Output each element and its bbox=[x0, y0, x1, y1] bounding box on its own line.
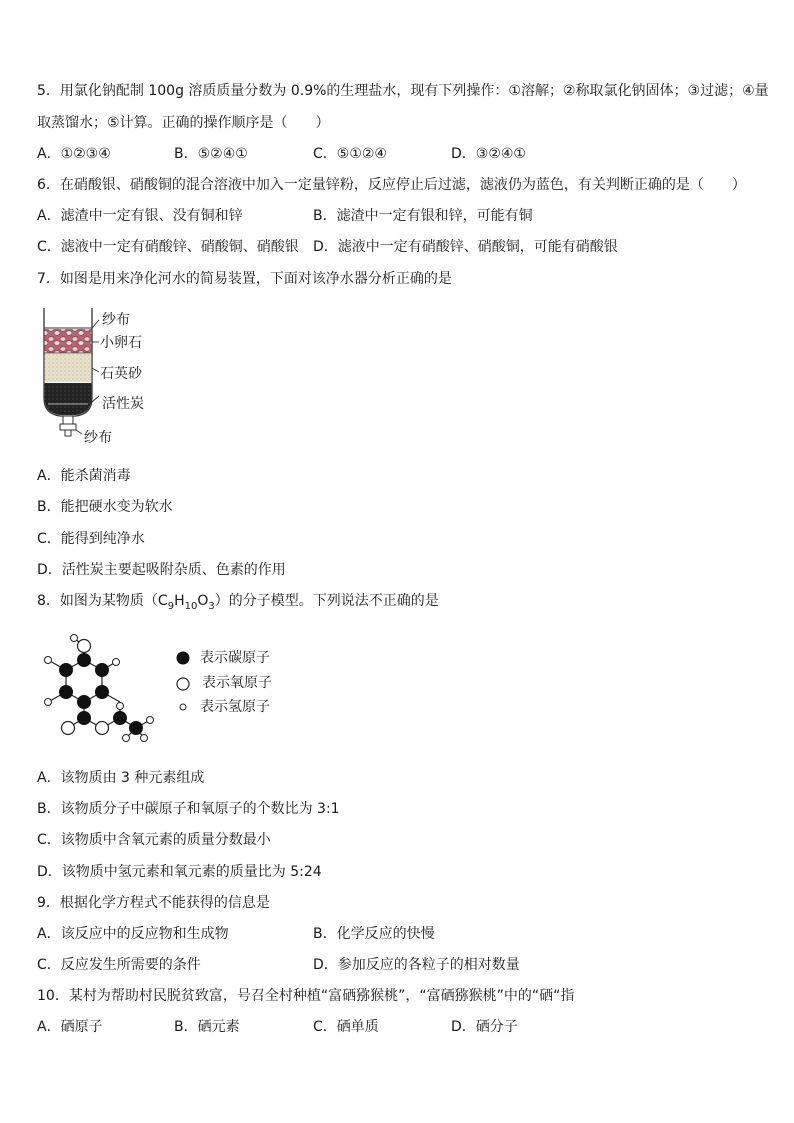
q8-stem bbox=[37, 591, 439, 617]
q6-option-d: D．滤液中一定有硝酸锌、硝酸铜，可能有硝酸银 bbox=[313, 239, 618, 255]
q9-option-c: C．反应发生所需要的条件 bbox=[37, 957, 201, 973]
q5-stem-line2: 取蒸馏水；⑤计算。正确的操作顺序是（ ） bbox=[37, 115, 330, 131]
q7-option-b: B．能把硬水变为软水 bbox=[37, 499, 173, 515]
q5-option-b: B．⑤②④① bbox=[174, 146, 248, 162]
q9-option-b: B．化学反应的快慢 bbox=[313, 926, 435, 942]
q10-stem: 10．某村为帮助村民脱贫致富，号召全村种植“富硒猕猴桃”，“富硒猕猴桃”中的“硒“指 bbox=[37, 988, 575, 1004]
q7-option-d: D．活性炭主要起吸附杂质、色素的作用 bbox=[37, 562, 286, 578]
molecule-model-figure bbox=[38, 628, 168, 748]
q8-option-c: C．该物质中含氧元素的质量分数最小 bbox=[37, 832, 271, 848]
q8-option-b: B．该物质分子中碳原子和氧原子的个数比为 3:1 bbox=[37, 801, 340, 817]
q10-option-d: D．硒分子 bbox=[451, 1019, 518, 1035]
q7-option-c: C．能得到纯净水 bbox=[37, 531, 145, 547]
q10-option-a: A．硒原子 bbox=[37, 1019, 103, 1035]
q6-option-a: A．滤渣中一定有银、没有铜和锌 bbox=[37, 208, 243, 224]
q6-option-b: B．滤渣中一定有银和锌，可能有铜 bbox=[313, 208, 533, 224]
q5-option-d: D．③②④① bbox=[451, 146, 526, 162]
purifier-label-quartz-sand: 石英砂 bbox=[100, 366, 142, 382]
q8-option-d: D．该物质中氢元素和氧元素的质量比为 5:24 bbox=[37, 864, 322, 880]
q5-stem-line1: 5．用氯化钠配制 100g 溶质质量分数为 0.9%的生理盐水，现有下列操作：①溶解；②称取氯化钠固体；③过滤；④量 bbox=[37, 83, 769, 99]
legend-carbon-symbol bbox=[175, 650, 191, 666]
legend-hydrogen-label: 表示氢原子 bbox=[200, 699, 270, 715]
q6-stem: 6．在硝酸银、硝酸铜的混合溶液中加入一定量锌粉，反应停止后过滤，滤液仍为蓝色，有关判断正确的是（ ） bbox=[37, 177, 746, 193]
q8-o: O bbox=[197, 593, 209, 609]
q8-sub-c: 9 bbox=[167, 600, 175, 612]
legend-oxygen-symbol bbox=[175, 676, 191, 692]
q10-option-c: C．硒单质 bbox=[313, 1019, 379, 1035]
q7-stem: 7．如图是用来净化河水的简易装置，下面对该净水器分析正确的是 bbox=[37, 271, 452, 287]
q8-stem-suffix: ）的分子模型。下列说法不正确的是 bbox=[214, 593, 439, 609]
q5-option-a: A．①②③④ bbox=[37, 146, 111, 162]
q7-option-a: A．能杀菌消毒 bbox=[37, 468, 131, 484]
q9-option-a: A．该反应中的反应物和生成物 bbox=[37, 926, 229, 942]
purifier-label-activated-carbon: 活性炭 bbox=[102, 396, 144, 412]
q6-option-c: C．滤液中一定有硝酸锌、硝酸铜、硝酸银 bbox=[37, 239, 299, 255]
q8-sub-h: 10 bbox=[184, 600, 198, 612]
q8-option-a: A．该物质由 3 种元素组成 bbox=[37, 770, 205, 786]
legend-hydrogen-symbol bbox=[178, 702, 188, 712]
legend-oxygen-label: 表示氧原子 bbox=[202, 675, 272, 691]
purifier-label-gauze-bottom: 纱布 bbox=[84, 430, 112, 446]
q9-option-d: D．参加反应的各粒子的相对数量 bbox=[313, 957, 520, 973]
legend-carbon-label: 表示碳原子 bbox=[200, 650, 270, 666]
q9-stem: 9．根据化学方程式不能获得的信息是 bbox=[37, 895, 270, 911]
purifier-label-gauze-top: 纱布 bbox=[102, 312, 130, 328]
purifier-label-pebbles: 小卵石 bbox=[100, 335, 142, 351]
q8-h: H bbox=[174, 593, 185, 609]
q5-option-c: C．⑤①②④ bbox=[313, 146, 387, 162]
q8-stem-prefix: 8．如图为某物质（C bbox=[37, 593, 168, 609]
q8-sub-o: 3 bbox=[208, 600, 215, 612]
q10-option-b: B．硒元素 bbox=[174, 1019, 240, 1035]
